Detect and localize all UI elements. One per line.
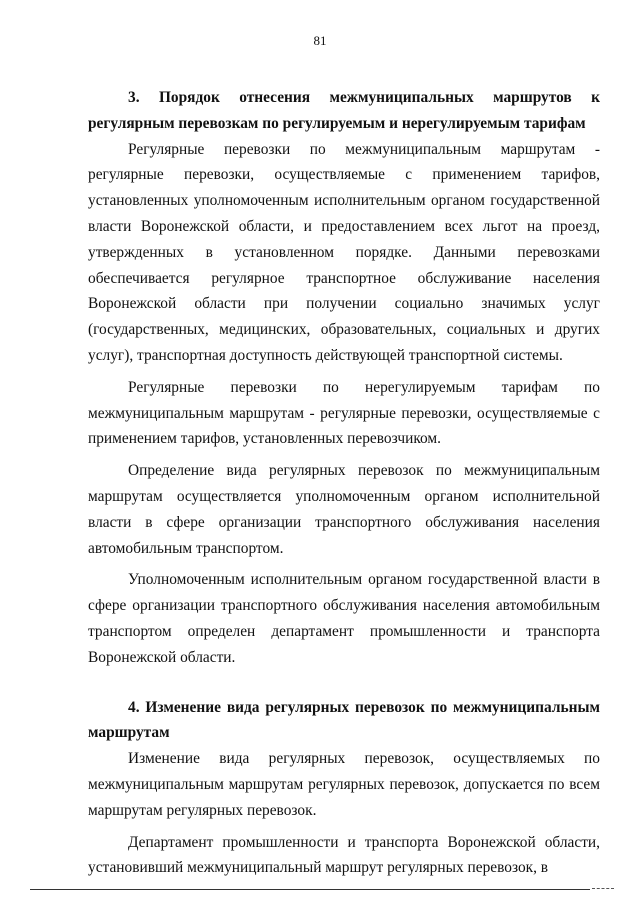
section-3-heading: 3. Порядок отнесения межмуниципальных маршрутов к регулярным перевозкам по регулируемым и нерегулируемым тарифам	[88, 89, 600, 132]
section-4-paragraph-2: Департамент промышленности и транспорта Воронежской области, установивший межмуниципальный маршрут регулярных перевозок, в	[88, 833, 600, 877]
document-body	[88, 85, 600, 881]
page-bottom-rule-tail	[592, 888, 614, 889]
section-4-heading: 4. Изменение вида регулярных перевозок по межмуниципальным маршрутам	[88, 698, 600, 742]
section-3-paragraph-3: Определение вида регулярных перевозок по межмуниципальным маршрутам осуществляется уполномоченным органом исполнительной власти в сфере организации транспортного обслуживания населения автомобильным транспортом.	[88, 462, 600, 557]
section-3-paragraph-4: Уполномоченным исполнительным органом государственной власти в сфере организации транспортного обслуживания населения автомобильным транспортом определен департамент промышленности и транспорта Воронежской области.	[88, 571, 600, 666]
section-3-paragraph-1: Регулярные перевозки по межмуниципальным маршрутам - регулярные перевозки, осуществляемые с применением тарифов, установленных уполномоченным исполнительным органом государственной власти Воронежской области, и предоставлением всех льгот на проезд, утвержденных в установленном порядке. Данными перевозками обеспечивается регулярное транспортное обслуживание населения Воронежской области при получении социально значимых услуг (государственных, медицинских, образовательных, социальных и других услуг), транспортная доступность действующей транспортной системы.	[88, 140, 600, 364]
page-number: 81	[313, 33, 327, 48]
section-4-paragraph-1: Изменение вида регулярных перевозок, осуществляемых по межмуниципальным маршрутам регулярных перевозок, допускается по всем маршрутам регулярных перевозок.	[88, 750, 600, 819]
page-bottom-rule	[30, 889, 590, 890]
section-3-paragraph-2: Регулярные перевозки по нерегулируемым тарифам по межмуниципальным маршрутам - регулярные перевозки, осуществляемые с применением тарифов, установленных перевозчиком.	[88, 378, 600, 448]
